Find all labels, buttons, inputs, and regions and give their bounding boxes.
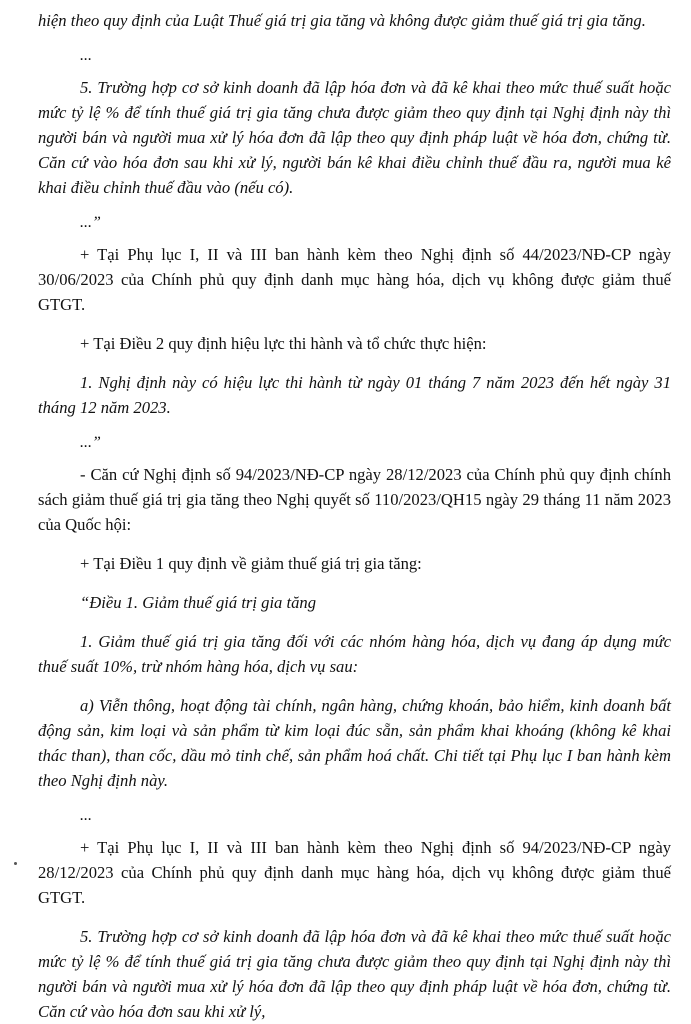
document-paragraph: 5. Trường hợp cơ sở kinh doanh đã lập hóa đơn và đã kê khai theo mức thuế suất hoặc mức tỷ lệ % để tính thuế giá trị gia tăng chưa được giảm theo quy định tại Nghị định này thì người bán và người mua xử lý hóa đơn đã lập theo quy định pháp luật về hóa đơn, chứng từ. Căn cứ vào hóa đơn sau khi xử lý, bbox=[38, 927, 671, 1021]
document-paragraph: 5. Trường hợp cơ sở kinh doanh đã lập hóa đơn và đã kê khai theo mức thuế suất hoặc mức tỷ lệ % để tính thuế giá trị gia tăng chưa được giảm theo quy định tại Nghị định này thì người bán và người mua xử lý hóa đơn đã lập theo quy định pháp luật về hóa đơn, chứng từ. Căn cứ vào hóa đơn sau khi xử lý, người bán kê khai điều chỉnh thuế đầu ra, người mua kê khai điều chỉnh thuế đầu vào (nếu có). bbox=[38, 78, 671, 197]
ellipsis-line: ... bbox=[80, 47, 92, 64]
ellipsis-line: ...” bbox=[80, 434, 101, 451]
document-paragraph: 1. Nghị định này có hiệu lực thi hành từ ngày 01 tháng 7 năm 2023 đến hết ngày 31 tháng 12 năm 2023. bbox=[38, 373, 671, 417]
document-paragraph: 1. Giảm thuế giá trị gia tăng đối với các nhóm hàng hóa, dịch vụ đang áp dụng mức thuế suất 10%, trừ nhóm hàng hóa, dịch vụ sau: bbox=[38, 632, 671, 676]
document-paragraph: + Tại Phụ lục I, II và III ban hành kèm theo Nghị định số 94/2023/NĐ-CP ngày 28/12/2023 của Chính phủ quy định danh mục hàng hóa, dịch vụ không được giảm thuế GTGT. bbox=[38, 838, 671, 907]
document-paragraph: - Căn cứ Nghị định số 94/2023/NĐ-CP ngày 28/12/2023 của Chính phủ quy định chính sách giảm thuế giá trị gia tăng theo Nghị quyết số 110/2023/QH15 ngày 29 tháng 11 năm 2023 của Quốc hội: bbox=[38, 465, 671, 534]
ellipsis-line: ...” bbox=[80, 214, 101, 231]
document-paragraph: hiện theo quy định của Luật Thuế giá trị gia tăng và không được giảm thuế giá trị gia tăng. bbox=[38, 11, 646, 30]
document-paragraph: a) Viễn thông, hoạt động tài chính, ngân hàng, chứng khoán, bảo hiểm, kinh doanh bất động sản, kim loại và sản phẩm từ kim loại đúc sẵn, sản phẩm khai khoáng (không kê khai thác than), than cốc, dầu mỏ tinh chế, sản phẩm hoá chất. Chi tiết tại Phụ lục I ban hành kèm theo Nghị định này. bbox=[38, 696, 671, 790]
document-body bbox=[38, 8, 671, 1024]
document-paragraph: + Tại Điều 1 quy định về giảm thuế giá trị gia tăng: bbox=[80, 554, 422, 573]
document-paragraph: “Điều 1. Giảm thuế giá trị gia tăng bbox=[80, 593, 316, 612]
document-paragraph: + Tại Phụ lục I, II và III ban hành kèm theo Nghị định số 44/2023/NĐ-CP ngày 30/06/2023 của Chính phủ quy định danh mục hàng hóa, dịch vụ không được giảm thuế GTGT. bbox=[38, 245, 671, 314]
ellipsis-line: ... bbox=[80, 807, 92, 824]
document-paragraph: + Tại Điều 2 quy định hiệu lực thi hành và tổ chức thực hiện: bbox=[80, 334, 487, 353]
scan-speck bbox=[14, 862, 17, 865]
